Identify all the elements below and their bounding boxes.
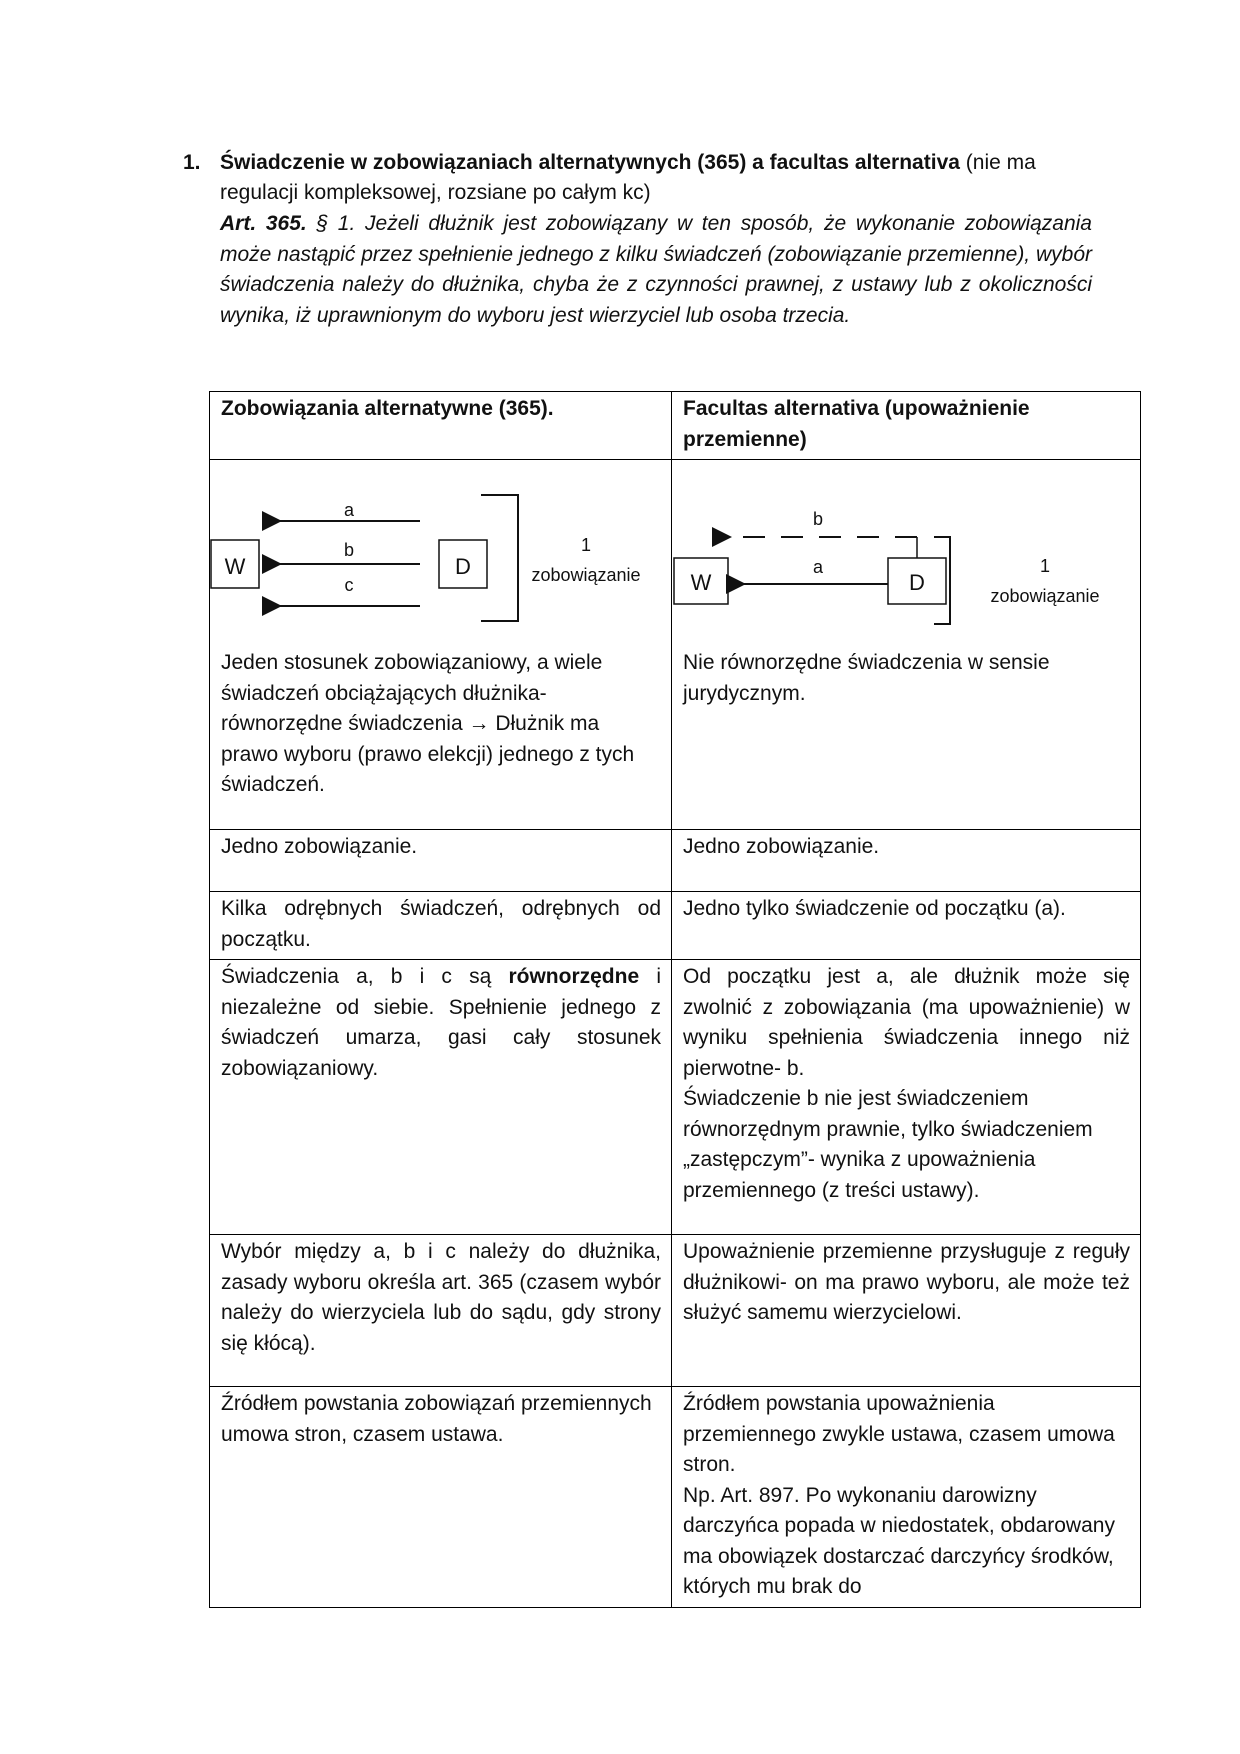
cell-right: Upoważnienie przemienne przysługuje z reguły dłużnikowi- on ma prawo wyboru, ale może też służyć samemu wierzycielowi. bbox=[672, 1235, 1141, 1387]
comparison-table bbox=[209, 391, 1141, 1608]
cell-left bbox=[210, 960, 672, 1235]
obligation-count: 1 bbox=[580, 535, 592, 555]
arrow-b-label: b bbox=[812, 509, 824, 529]
arrow-b-label: b bbox=[343, 540, 355, 560]
cell-right: Jedno zobowiązanie. bbox=[672, 830, 1141, 892]
debtor-label: D bbox=[455, 554, 471, 579]
cell-paragraph: Od początku jest a, ale dłużnik może się zwolnić z zobowiązania (ma upoważnienie) w wyniku spełnienia świadczenia innego niż pierwotne- b. bbox=[683, 965, 1130, 1080]
article-quote bbox=[220, 209, 1092, 331]
table-header-row bbox=[210, 392, 1141, 460]
cell-right bbox=[672, 1387, 1141, 1608]
header-left: Zobowiązania alternatywne (365). bbox=[210, 392, 672, 460]
heading-title: Świadczenie w zobowiązaniach alternatywnych (365) a facultas alternativa bbox=[220, 151, 960, 174]
facultas-alternativa-diagram bbox=[672, 462, 1140, 662]
heading-note: (nie ma regulacji kompleksowej, rozsiane po całym kc) bbox=[220, 151, 1036, 204]
table-row bbox=[210, 892, 1141, 960]
table-row bbox=[210, 1387, 1141, 1608]
cell-left: Źródłem powstania zobowiązań przemiennych umowa stron, czasem ustawa. bbox=[210, 1387, 672, 1608]
cell-left-diagram bbox=[210, 460, 672, 830]
cell-right-diagram bbox=[672, 460, 1141, 830]
table-row bbox=[210, 830, 1141, 892]
creditor-label: W bbox=[690, 570, 712, 595]
article-ref: Art. 365. bbox=[220, 212, 307, 235]
section-heading bbox=[183, 148, 1093, 208]
cell-right bbox=[672, 960, 1141, 1235]
table-row bbox=[210, 460, 1141, 830]
cell-paragraph: Świadczenie b nie jest świadczeniem równorzędnym prawnie, tylko świadczeniem „zastępczym”- wynika z upoważnienia przemiennego (z treści ustawy). bbox=[683, 1087, 1093, 1202]
arrow-a-label: a bbox=[343, 500, 355, 520]
left-description-a: Jeden stosunek zobowiązaniowy, a wiele świadczeń obciążających dłużnika- równorzędne świadczenia bbox=[221, 651, 603, 735]
cell-right: Jedno tylko świadczenie od początku (a). bbox=[672, 892, 1141, 960]
creditor-label: W bbox=[224, 554, 246, 579]
table-row bbox=[210, 1235, 1141, 1387]
obligation-count: 1 bbox=[1039, 556, 1051, 576]
cell-text-b: i niezależne od siebie. Spełnienie jednego z świadczeń umarza, gasi cały stosunek zobowiązaniowy. bbox=[221, 965, 661, 1080]
obligation-label: zobowiązanie bbox=[531, 565, 641, 585]
left-description bbox=[221, 642, 661, 801]
arrow-a-label: a bbox=[812, 557, 824, 577]
obligation-bracket bbox=[934, 537, 950, 624]
table-row bbox=[210, 960, 1141, 1235]
right-description: Nie równorzędne świadczenia w sensie jurydycznym. bbox=[683, 651, 1050, 705]
cell-left: Wybór między a, b i c należy do dłużnika, zasady wyboru określa art. 365 (czasem wybór należy do wierzyciela lub do sądu, gdy strony się kłócą). bbox=[210, 1235, 672, 1387]
cell-text-a: Świadczenia a, b i c są bbox=[221, 965, 492, 988]
arrow-c-label: c bbox=[344, 575, 354, 595]
article-text: § 1. Jeżeli dłużnik jest zobowiązany w ten sposób, że wykonanie zobowiązania może nastąpić przez spełnienie jednego z kilku świadczeń (zobowiązanie przemienne), wybór świadczenia należy do dłużnika, chyba że z czynności prawnej, z ustawy lub z okoliczności wynika, iż uprawnionym do wyboru jest wierzyciel lub osoba trzecia. bbox=[220, 212, 1092, 327]
left-description-b: Dłużnik ma prawo wyboru (prawo elekcji) jednego z tych świadczeń. bbox=[221, 712, 635, 796]
cell-left: Kilka odrębnych świadczeń, odrębnych od początku. bbox=[210, 892, 672, 960]
alternative-obligation-diagram bbox=[210, 462, 671, 642]
obligation-label: zobowiązanie bbox=[990, 586, 1100, 606]
cell-left: Jedno zobowiązanie. bbox=[210, 830, 672, 892]
cell-paragraph: Źródłem powstania upoważnienia przemiennego zwykle ustawa, czasem umowa stron. bbox=[683, 1392, 1115, 1476]
right-arrow-icon: → bbox=[468, 712, 490, 735]
cell-paragraph: Np. Art. 897. Po wykonaniu darowizny darczyńca popada w niedostatek, obdarowany ma obowiązek dostarczać darczyńcy środków, których mu brak do bbox=[683, 1483, 1115, 1598]
heading-number: 1. bbox=[183, 151, 201, 174]
header-right: Facultas alternativa (upoważnienie przemienne) bbox=[672, 392, 1141, 460]
cell-text-emphasis: równorzędne bbox=[508, 965, 640, 988]
debtor-label: D bbox=[909, 570, 925, 595]
